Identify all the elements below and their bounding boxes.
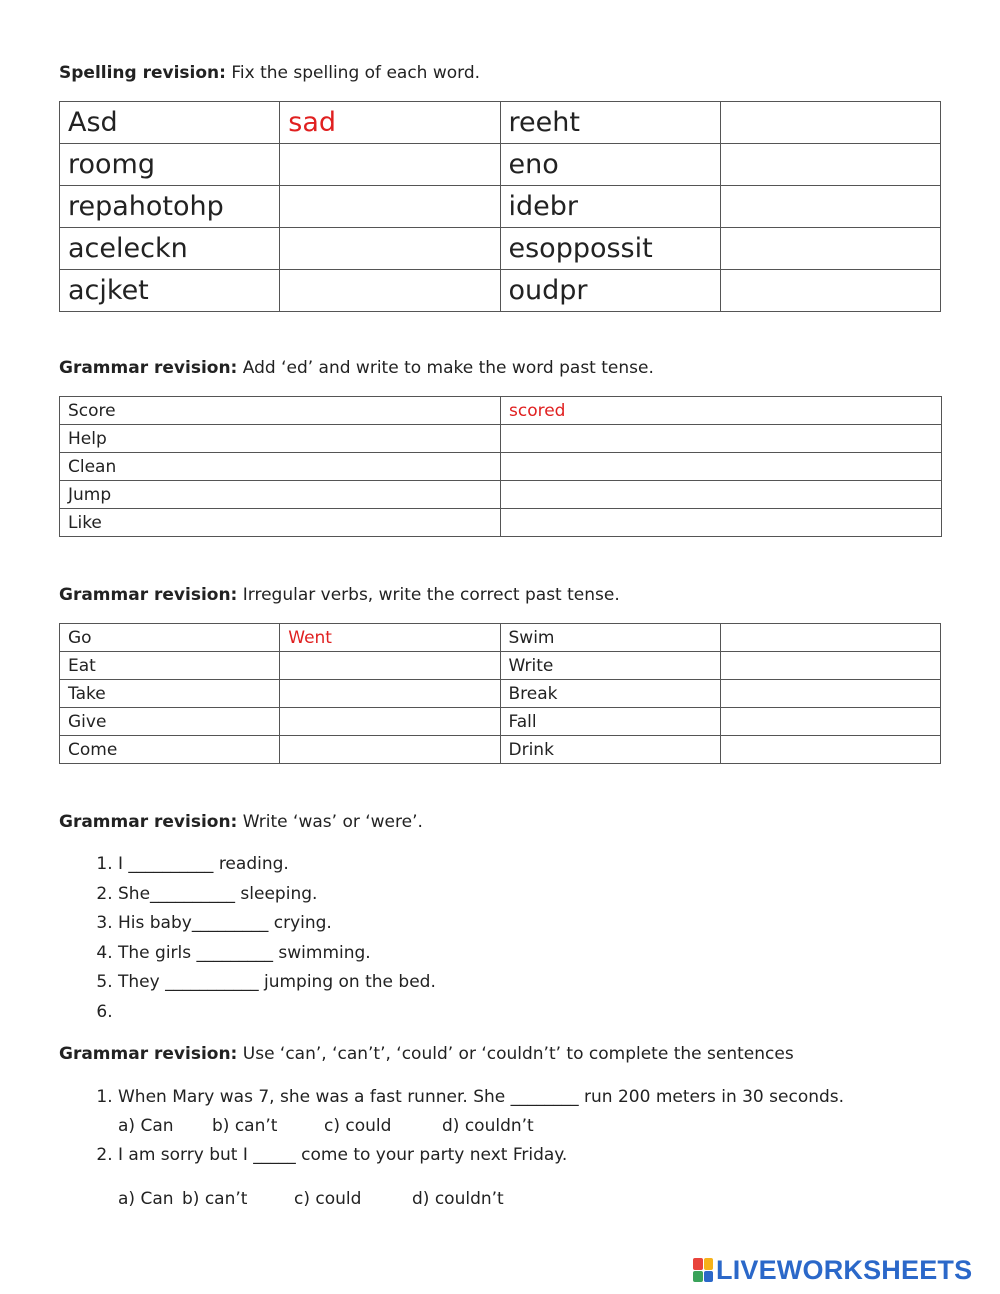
logo-square: [693, 1258, 703, 1270]
modals-question-1: [118, 1082, 998, 1140]
spelling-answer-cell[interactable]: [720, 270, 940, 312]
spelling-heading-label: Spelling revision:: [59, 63, 226, 83]
irregular-word-cell: Write: [500, 652, 720, 680]
spelling-word-cell: Asd: [60, 102, 280, 144]
irregular-row: [60, 652, 941, 680]
was-were-item[interactable]: 3. His baby_________ crying.: [118, 909, 998, 939]
irregular-word-cell: Drink: [500, 736, 720, 764]
spelling-answer-cell[interactable]: [720, 186, 940, 228]
irregular-heading-label: Grammar revision:: [59, 585, 238, 605]
spelling-table: [59, 101, 941, 312]
spelling-row: [60, 144, 941, 186]
q1-option-a[interactable]: a) Can: [118, 1116, 174, 1136]
past-ed-row: [60, 453, 942, 481]
irregular-answer-cell[interactable]: [280, 708, 500, 736]
irregular-table: [59, 623, 941, 764]
irregular-row: [60, 680, 941, 708]
irregular-word-cell: Break: [500, 680, 720, 708]
irregular-answer-cell[interactable]: [720, 736, 940, 764]
modals-question-2-text[interactable]: I am sorry but I _____ come to your party next Friday.: [118, 1145, 568, 1165]
q2-option-d[interactable]: d) couldn’t: [412, 1189, 504, 1209]
logo-square: [704, 1258, 714, 1270]
was-were-item[interactable]: 2. She__________ sleeping.: [118, 880, 998, 910]
logo-mark-icon: [693, 1258, 713, 1282]
irregular-word-cell: Go: [60, 624, 280, 652]
spelling-word-cell: reeht: [500, 102, 720, 144]
q2-option-c[interactable]: c) could: [294, 1189, 362, 1209]
modals-question-2: [118, 1140, 998, 1170]
spelling-word-cell: aceleckn: [60, 228, 280, 270]
irregular-answer-cell[interactable]: [720, 652, 940, 680]
past-ed-row: [60, 509, 942, 537]
past-ed-answer-cell[interactable]: [501, 481, 942, 509]
spelling-answer-cell[interactable]: [720, 144, 940, 186]
past-ed-table: [59, 396, 942, 537]
irregular-heading-text: Irregular verbs, write the correct past tense.: [237, 585, 620, 605]
past-ed-word-cell: Score: [60, 397, 501, 425]
was-were-item[interactable]: 1. I __________ reading.: [118, 850, 998, 880]
spelling-answer-cell[interactable]: [280, 228, 500, 270]
spelling-answer-cell[interactable]: sad: [280, 102, 500, 144]
spelling-answer-cell[interactable]: [280, 186, 500, 228]
was-were-heading-label: Grammar revision:: [59, 812, 238, 832]
modals-question-1-text[interactable]: When Mary was 7, she was a fast runner. She ________ run 200 meters in 30 seconds.: [118, 1087, 845, 1107]
past-ed-word-cell: Jump: [60, 481, 501, 509]
irregular-answer-cell[interactable]: Went: [280, 624, 500, 652]
q2-option-b[interactable]: b) can’t: [182, 1189, 248, 1209]
past-ed-row: [60, 397, 942, 425]
spelling-row: [60, 228, 941, 270]
liveworksheets-logo[interactable]: [693, 1256, 972, 1284]
irregular-row: [60, 624, 941, 652]
spelling-word-cell: roomg: [60, 144, 280, 186]
spelling-word-cell: oudpr: [500, 270, 720, 312]
irregular-word-cell: Give: [60, 708, 280, 736]
spelling-heading-text: Fix the spelling of each word.: [225, 63, 481, 83]
spelling-word-cell: acjket: [60, 270, 280, 312]
irregular-word-cell: Take: [60, 680, 280, 708]
irregular-answer-cell[interactable]: [720, 680, 940, 708]
irregular-word-cell: Fall: [500, 708, 720, 736]
spelling-row: [60, 102, 941, 144]
spelling-word-cell: repahotohp: [60, 186, 280, 228]
irregular-word-cell: Swim: [500, 624, 720, 652]
irregular-word-cell: Come: [60, 736, 280, 764]
spelling-heading: [59, 63, 480, 83]
modals-q1-options: [118, 1112, 998, 1140]
past-ed-answer-cell[interactable]: scored: [501, 397, 942, 425]
past-ed-heading-text: Add ‘ed’ and write to make the word past tense.: [237, 358, 654, 378]
modals-q2-options: [118, 1185, 504, 1213]
past-ed-heading: [59, 358, 654, 378]
q1-option-d[interactable]: d) couldn’t: [442, 1116, 534, 1136]
spelling-word-cell: idebr: [500, 186, 720, 228]
past-ed-word-cell: Clean: [60, 453, 501, 481]
past-ed-row: [60, 481, 942, 509]
irregular-row: [60, 736, 941, 764]
was-were-heading: [59, 812, 423, 832]
modals-heading: [59, 1044, 794, 1064]
spelling-answer-cell[interactable]: [280, 144, 500, 186]
q1-option-b[interactable]: b) can’t: [212, 1116, 278, 1136]
q2-option-a[interactable]: a) Can: [118, 1189, 174, 1209]
was-were-list: [75, 850, 998, 1028]
modals-list: [75, 1082, 998, 1170]
q1-option-c[interactable]: c) could: [324, 1116, 392, 1136]
irregular-heading: [59, 585, 620, 605]
past-ed-word-cell: Like: [60, 509, 501, 537]
spelling-answer-cell[interactable]: [280, 270, 500, 312]
was-were-item[interactable]: 4. The girls _________ swimming.: [118, 939, 998, 969]
past-ed-row: [60, 425, 942, 453]
spelling-row: [60, 270, 941, 312]
was-were-item[interactable]: [118, 998, 998, 1028]
logo-text: LIVEWORKSHEETS: [716, 1254, 973, 1285]
irregular-answer-cell[interactable]: [280, 652, 500, 680]
modals-heading-text: Use ‘can’, ‘can’t’, ‘could’ or ‘couldn’t’ to complete the sentences: [237, 1044, 794, 1064]
past-ed-word-cell: Help: [60, 425, 501, 453]
past-ed-answer-cell[interactable]: [501, 509, 942, 537]
modals-heading-label: Grammar revision:: [59, 1044, 238, 1064]
irregular-answer-cell[interactable]: [720, 708, 940, 736]
past-ed-heading-label: Grammar revision:: [59, 358, 238, 378]
past-ed-answer-cell[interactable]: [501, 425, 942, 453]
was-were-item[interactable]: 5. They ___________ jumping on the bed.: [118, 968, 998, 998]
spelling-row: [60, 186, 941, 228]
spelling-answer-cell[interactable]: [720, 228, 940, 270]
irregular-word-cell: Eat: [60, 652, 280, 680]
logo-square: [704, 1271, 714, 1283]
irregular-answer-cell[interactable]: [280, 680, 500, 708]
irregular-row: [60, 708, 941, 736]
spelling-answer-cell[interactable]: [720, 102, 940, 144]
logo-square: [693, 1271, 703, 1283]
irregular-answer-cell[interactable]: [720, 624, 940, 652]
past-ed-answer-cell[interactable]: [501, 453, 942, 481]
was-were-heading-text: Write ‘was’ or ‘were’.: [237, 812, 423, 832]
spelling-word-cell: esoppossit: [500, 228, 720, 270]
irregular-answer-cell[interactable]: [280, 736, 500, 764]
spelling-word-cell: eno: [500, 144, 720, 186]
